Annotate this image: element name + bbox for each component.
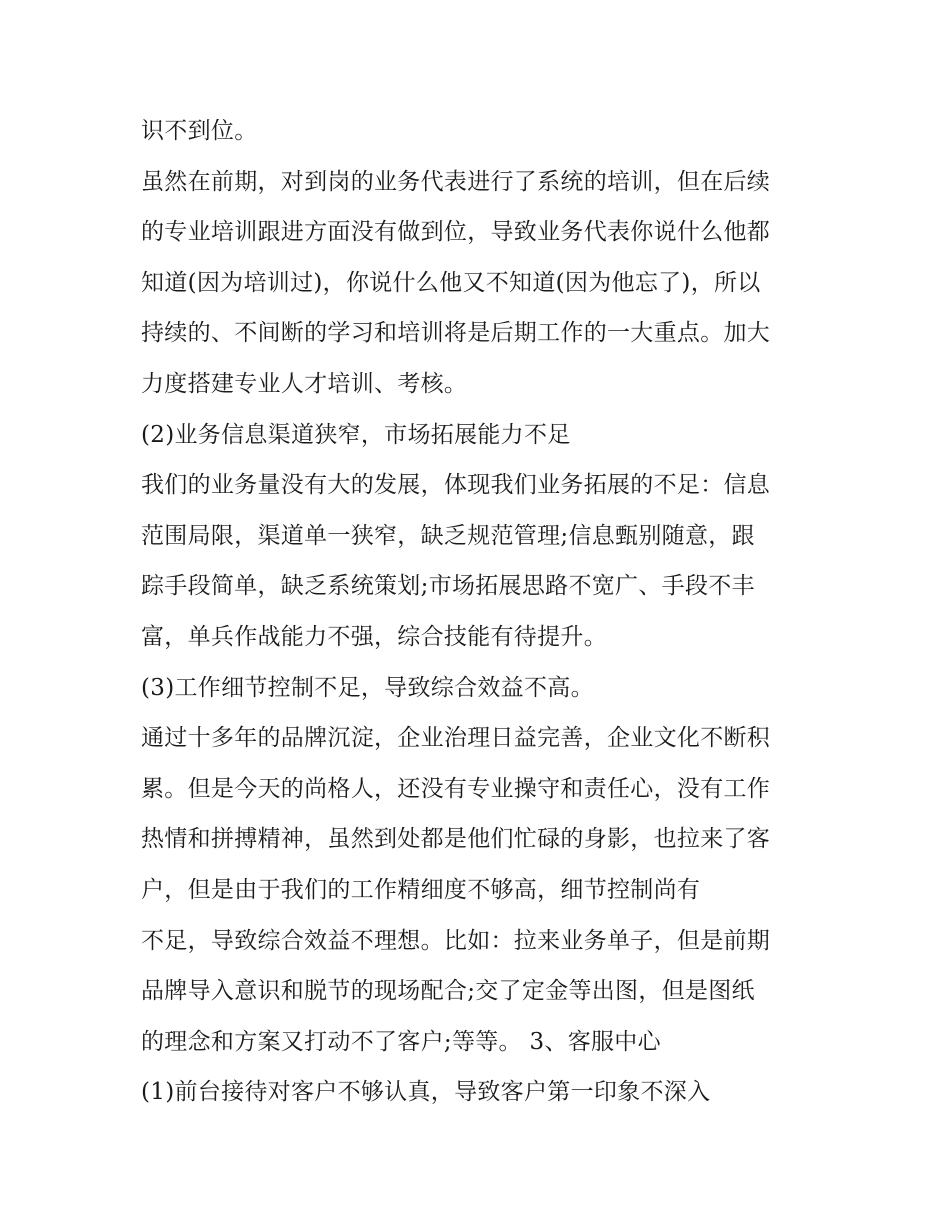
document-body <box>141 106 821 1118</box>
text-line: 识不到位。 <box>141 118 258 144</box>
text-line: 范围局限，渠道单一狭窄，缺乏规范管理;信息甄别随意，跟 <box>141 522 755 549</box>
text-line: 户，但是由于我们的工作精细度不够高，细节控制尚有 <box>141 876 701 903</box>
text-line: 的专业培训跟进方面没有做到位，导致业务代表你说什么他都 <box>141 219 771 246</box>
text-line: 持续的、不间断的学习和培训将是后期工作的一大重点。加大 <box>141 320 771 347</box>
text-line: 不足，导致综合效益不理想。比如：拉来业务单子，但是前期 <box>141 927 771 954</box>
text-line: 的理念和方案又打动不了客户;等等。 3、客服中心 <box>141 1028 661 1055</box>
section-heading: (2)业务信息渠道狭窄，市场拓展能力不足 <box>141 421 571 448</box>
text-line: 我们的业务量没有大的发展，体现我们业务拓展的不足：信息 <box>141 472 771 499</box>
text-line: 富，单兵作战能力不强，综合技能有待提升。 <box>141 623 607 650</box>
text-line: 力度搭建专业人才培训、考核。 <box>141 370 468 397</box>
text-line: 热情和拼搏精神，虽然到处都是他们忙碌的身影，也拉来了客 <box>141 826 771 853</box>
text-line: 品牌导入意识和脱节的现场配合;交了定金等出图，但是图纸 <box>141 978 755 1005</box>
text-line: 踪手段简单，缺乏系统策划;市场拓展思路不宽广、手段不丰 <box>141 573 755 600</box>
text-line: 知道(因为培训过)，你说什么他又不知道(因为他忘了)，所以 <box>141 269 761 296</box>
section-heading: (3)工作细节控制不足，导致综合效益不高。 <box>141 674 594 701</box>
text-line: 累。但是今天的尚格人，还没有专业操守和责任心，没有工作 <box>141 775 771 802</box>
text-line: 通过十多年的品牌沉淀，企业治理日益完善，企业文化不断积 <box>141 725 771 752</box>
text-line: 虽然在前期，对到岗的业务代表进行了系统的培训，但在后续 <box>141 168 771 195</box>
section-heading: (1)前台接待对客户不够认真，导致客户第一印象不深入 <box>141 1079 711 1106</box>
